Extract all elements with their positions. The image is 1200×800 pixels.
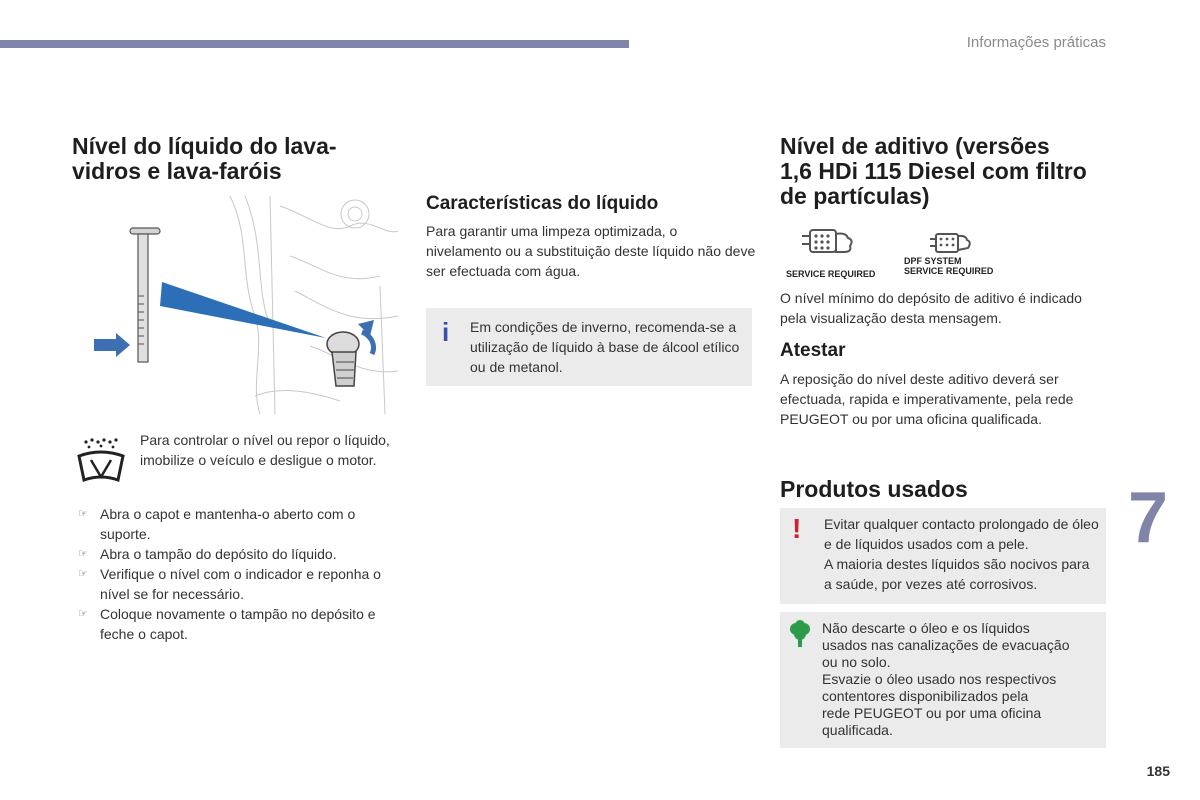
step-text: Coloque novamente o tampão no depósito e feche o capot. <box>100 606 376 642</box>
step-item <box>72 564 402 604</box>
eco-line: qualificada. <box>822 722 893 738</box>
eco-line: rede PEUGEOT ou por uma oficina <box>822 705 1042 721</box>
step-item <box>72 604 402 644</box>
additive-title-line1: Nível de aditivo (versões <box>780 133 1050 159</box>
eco-line: contentores disponibilizados pela <box>822 688 1029 704</box>
health-warning-box <box>780 508 1106 604</box>
header-accent-bar <box>0 40 629 48</box>
washer-reservoir-illustration <box>80 196 398 414</box>
eco-line: usados nas canalizações de evacuação <box>822 637 1070 653</box>
atestar-title: Atestar <box>780 340 846 361</box>
tree-icon <box>788 620 812 648</box>
info-icon: i <box>442 317 450 347</box>
section-title: Informações práticas <box>966 34 1106 51</box>
additive-title-line2: 1,6 HDi 115 Diesel com filtro <box>780 158 1087 184</box>
eco-line: ou no solo. <box>822 654 891 670</box>
fluid-characteristics-title: Características do líquido <box>426 193 659 214</box>
washer-safety-note <box>140 430 402 470</box>
washer-note-text: Para controlar o nível ou repor o líquido, imobilize o veículo e desligue o motor. <box>140 432 390 468</box>
step-text: Verifique o nível com o indicador e reponha o nível se for necessário. <box>100 566 381 602</box>
hand-pointer-icon: ☞ <box>78 548 88 560</box>
warning-icon: ! <box>792 513 802 544</box>
step-text: Abra o tampão do depósito do líquido. <box>100 546 337 562</box>
dpf-service-required-badge <box>902 226 1002 282</box>
warning-text-1: Evitar qualquer contacto prolongado de óleo e de líquidos usados com a pele. <box>824 516 1099 552</box>
washer-steps-list <box>72 504 402 644</box>
atestar-heading <box>780 340 1110 362</box>
atestar-text-block <box>780 369 1110 429</box>
eco-line: Não descarte o óleo e os líquidos <box>822 620 1030 636</box>
step-text: Abra o capot e mantenha-o aberto com o suporte. <box>100 506 356 542</box>
hand-pointer-icon: ☞ <box>78 568 88 580</box>
atestar-text: A reposição do nível deste aditivo deverá ser efectuada, rapida e imperativamente, pela rede PEUGEOT ou por uma oficina qualificada. <box>780 371 1074 427</box>
badge2-line1: DPF SYSTEM <box>904 256 962 266</box>
hand-pointer-icon: ☞ <box>78 508 88 520</box>
hand-pointer-icon: ☞ <box>78 608 88 620</box>
used-products-title: Produtos usados <box>780 476 968 502</box>
page-number: 185 <box>1146 763 1170 779</box>
badge2-line2: SERVICE REQUIRED <box>904 266 994 276</box>
used-products-heading <box>780 477 1110 502</box>
additive-text: O nível mínimo do depósito de aditivo é indicado pela visualização desta mensagem. <box>780 290 1082 326</box>
eco-line: Esvazie o óleo usado nos respectivos <box>822 671 1057 687</box>
service-required-badge <box>784 226 884 282</box>
winter-info-text: Em condições de inverno, recomenda-se a utilização de líquido à base de álcool etílico ou de metanol. <box>470 319 740 375</box>
washer-title-line1: Nível do líquido do lava- <box>72 133 337 159</box>
fluid-characteristics-text <box>426 221 756 281</box>
windscreen-washer-icon <box>74 436 128 490</box>
washer-fluid-heading <box>72 134 392 184</box>
fluid-characteristics-heading <box>426 193 756 215</box>
badge1-text: SERVICE REQUIRED <box>786 269 876 279</box>
environment-info-box <box>780 612 1106 748</box>
additive-level-heading <box>780 134 1130 209</box>
washer-title-line2: vidros e lava-faróis <box>72 158 282 184</box>
additive-text-block <box>780 288 1110 328</box>
chapter-number: 7 <box>1128 478 1169 558</box>
warning-text-2: A maioria destes líquidos são nocivos para a saúde, por vezes até corrosivos. <box>824 556 1090 592</box>
additive-title-line3: de partículas) <box>780 183 930 209</box>
step-item <box>72 504 402 544</box>
winter-info-box <box>426 308 752 386</box>
fluid-text: Para garantir uma limpeza optimizada, o nivelamento ou a substituição deste líquido não deve ser efectuada com água. <box>426 223 756 279</box>
step-item <box>72 544 402 564</box>
